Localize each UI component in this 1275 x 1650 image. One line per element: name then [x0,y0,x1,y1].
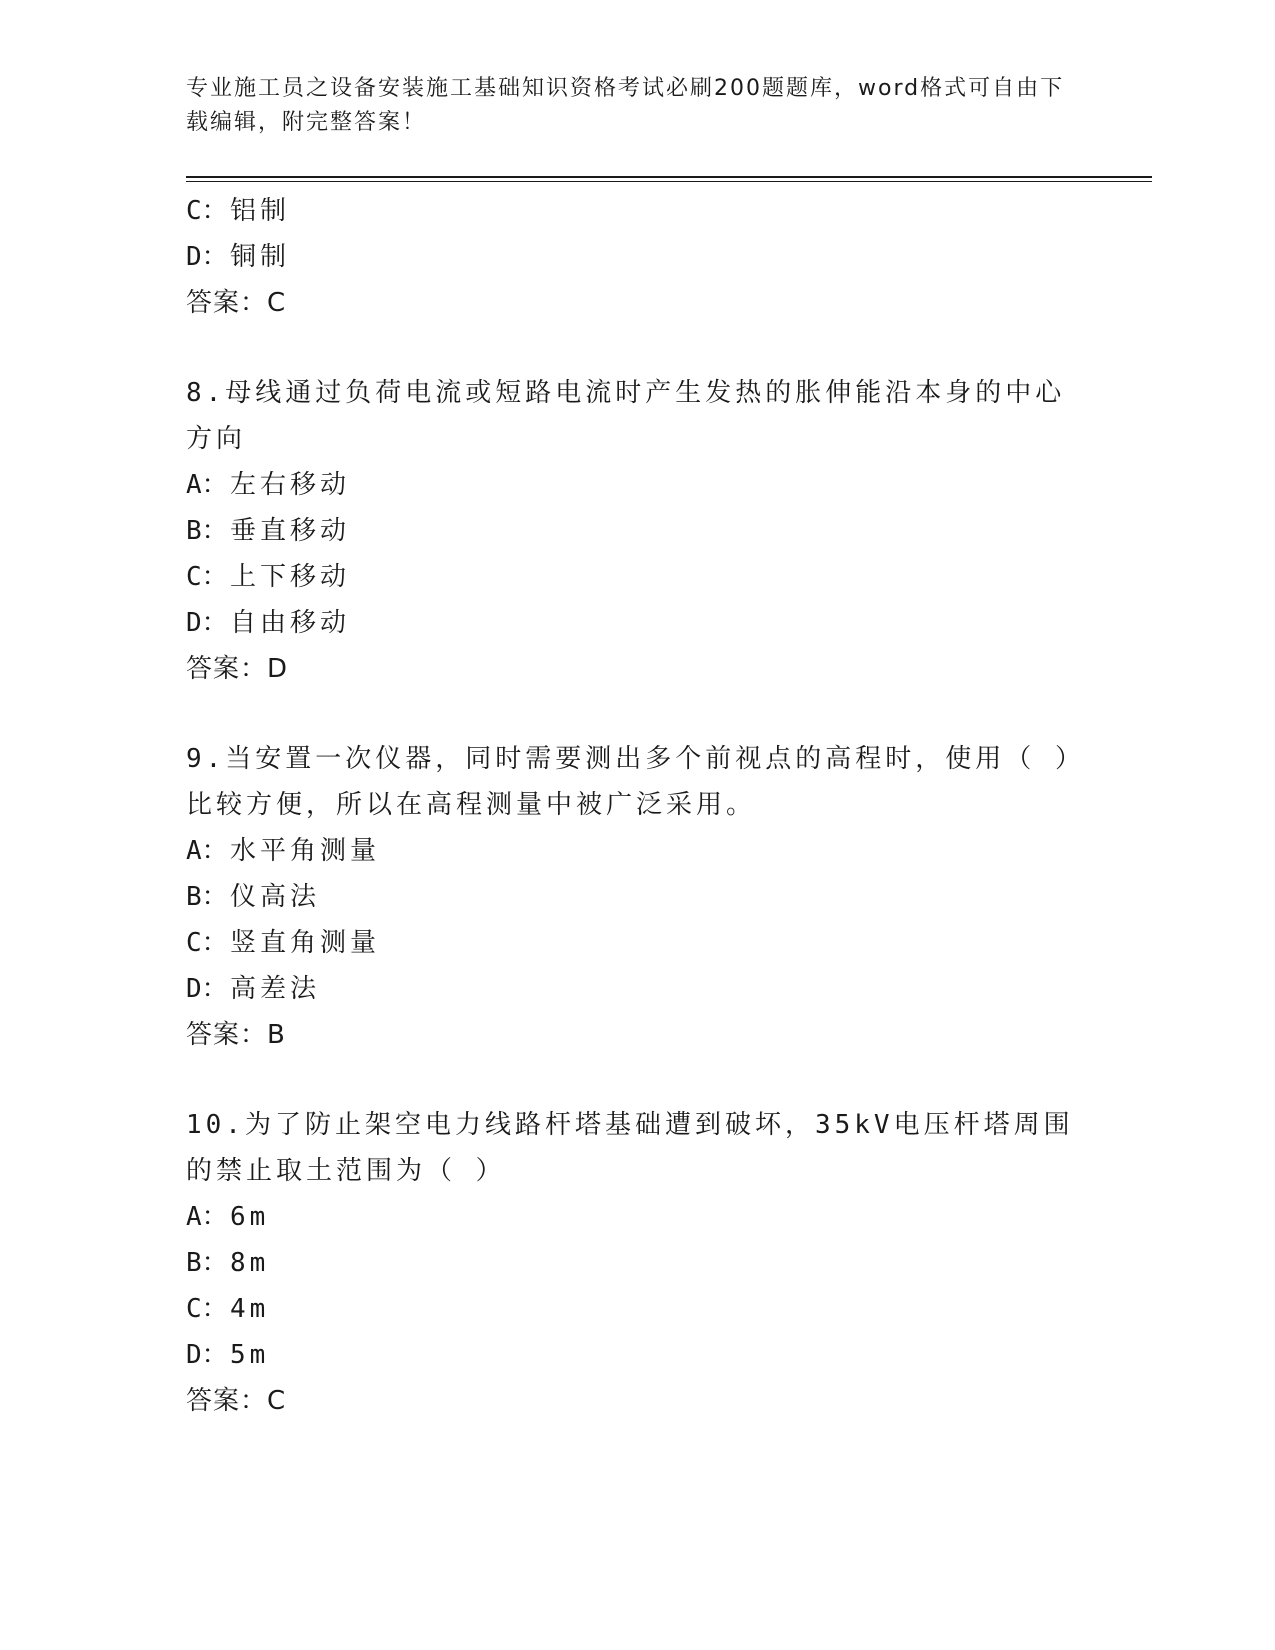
document-header: 专业施工员之设备安装施工基础知识资格考试必刷200题题库，word格式可自由下载编辑，附完整答案！ [186,76,1065,135]
question-text: 8.母线通过负荷电流或短路电流时产生发热的胀伸能沿本身的中心方向 [186,378,1066,454]
option-d: D：铜制 [186,242,291,272]
header-divider-thin [186,181,1152,182]
answer: 答案：D [186,654,289,684]
option-c: C：铝制 [186,196,291,226]
option-d: D：5m [186,1340,270,1370]
option-c: C：4m [186,1294,270,1324]
option-c: C：竖直角测量 [186,928,381,958]
question-block-10 [186,1102,1076,1424]
option-b: B：仪高法 [186,882,321,912]
question-block-8 [186,370,1076,692]
option-a: A：6m [186,1202,270,1232]
option-d: D：高差法 [186,974,321,1004]
answer: 答案：C [186,288,287,318]
option-a: A：水平角测量 [186,836,381,866]
option-b: B：8m [186,1248,270,1278]
option-b: B：垂直移动 [186,516,351,546]
option-c: C：上下移动 [186,562,351,592]
question-content [186,188,1076,1424]
question-block-9 [186,736,1076,1058]
header-divider [186,176,1152,178]
answer: 答案：C [186,1386,287,1416]
answer: 答案：B [186,1020,286,1050]
question-text: 10.为了防止架空电力线路杆塔基础遭到破坏，35kV电压杆塔周围的禁止取土范围为（ ） [186,1110,1074,1186]
option-d: D：自由移动 [186,608,351,638]
option-a: A：左右移动 [186,470,351,500]
question-block-7 [186,188,1076,326]
question-text: 9.当安置一次仪器，同时需要测出多个前视点的高程时，使用（ ）比较方便，所以在高程测量中被广泛采用。 [186,744,1072,820]
